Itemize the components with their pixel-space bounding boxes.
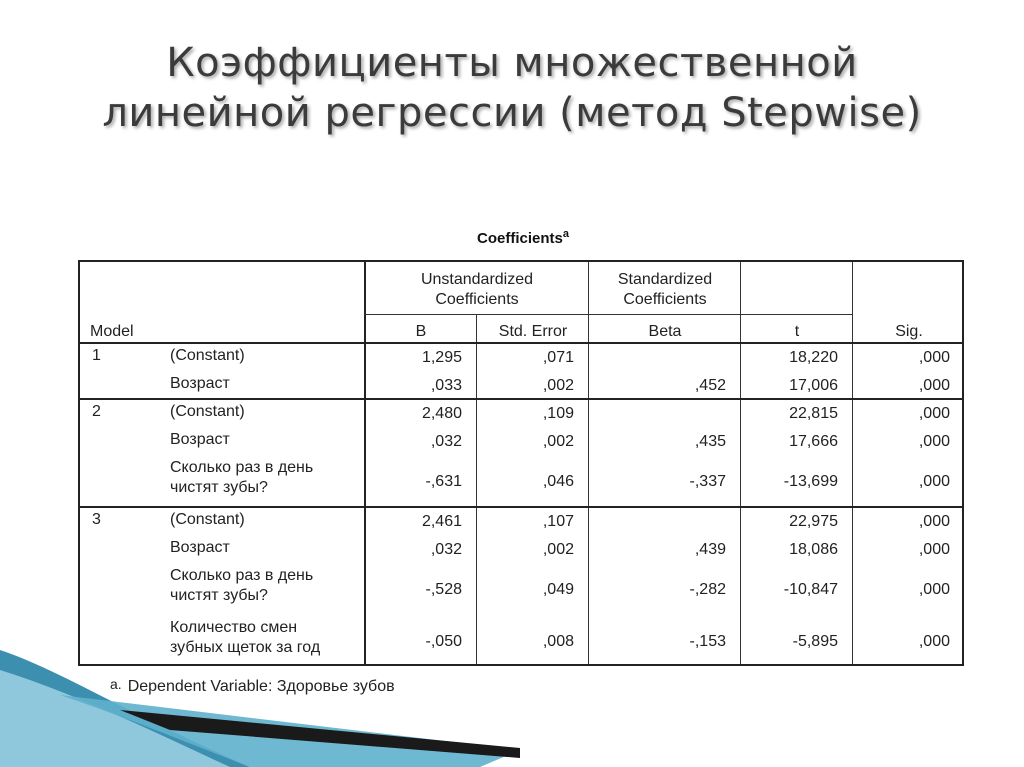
cell-beta: -,337 <box>689 473 726 490</box>
slide-title <box>0 38 1024 138</box>
header-unstandardized <box>366 270 588 310</box>
cell-std-error: ,046 <box>542 473 574 490</box>
cell-t: 18,086 <box>789 541 838 558</box>
cell-beta: -,282 <box>689 581 726 598</box>
table-footnote <box>110 676 395 696</box>
cell-sig: ,000 <box>918 349 950 366</box>
cell-b: ,032 <box>430 541 462 558</box>
header-standardized <box>590 270 740 310</box>
cell-std-error: ,002 <box>542 541 574 558</box>
cell-b: ,032 <box>430 433 462 450</box>
cell-t: 22,815 <box>789 405 838 422</box>
cell-t: 17,666 <box>789 433 838 450</box>
cell-std-error: ,071 <box>542 349 574 366</box>
slide-title-line2: линейной регрессии (метод Stepwise) <box>102 90 922 136</box>
cell-b: -,528 <box>425 581 462 598</box>
cell-beta: ,435 <box>694 433 726 450</box>
cell-b: 1,295 <box>421 349 462 366</box>
cell-t: 17,006 <box>789 377 838 394</box>
divider <box>740 262 741 664</box>
model-number: 2 <box>92 403 101 420</box>
divider <box>852 262 853 664</box>
table-caption <box>398 228 648 247</box>
variable-name: Возраст <box>170 375 230 392</box>
variable-name <box>170 458 313 498</box>
variable-name-line2: чистят зубы? <box>170 587 268 604</box>
variable-name-line2: зубных щеток за год <box>170 639 321 656</box>
divider <box>80 342 962 344</box>
header-b: B <box>415 323 427 340</box>
cell-std-error: ,049 <box>542 581 574 598</box>
variable-name-line1: Количество смен <box>170 619 298 636</box>
coefficients-table <box>78 260 964 666</box>
divider <box>588 262 589 664</box>
cell-sig: ,000 <box>918 633 950 650</box>
cell-beta: ,439 <box>694 541 726 558</box>
cell-std-error: ,008 <box>542 633 574 650</box>
table-caption-text: Coefficients <box>477 230 563 247</box>
header-unstd-line2: Coefficients <box>435 291 519 308</box>
header-model: Model <box>90 323 134 340</box>
cell-sig: ,000 <box>918 581 950 598</box>
variable-name-line2: чистят зубы? <box>170 479 268 496</box>
header-std-line2: Coefficients <box>623 291 707 308</box>
cell-sig: ,000 <box>918 405 950 422</box>
table-caption-sup: a <box>562 228 569 240</box>
header-sig: Sig. <box>895 323 923 340</box>
variable-name-line1: Сколько раз в день <box>170 459 314 476</box>
cell-std-error: ,107 <box>542 513 574 530</box>
variable-name: (Constant) <box>170 347 245 364</box>
cell-t: -13,699 <box>783 473 838 490</box>
slide-title-line1: Коэффициенты множественной <box>166 40 858 86</box>
cell-std-error: ,002 <box>542 433 574 450</box>
cell-beta: -,153 <box>689 633 726 650</box>
footnote-text: Dependent Variable: Здоровье зубов <box>127 678 395 695</box>
cell-sig: ,000 <box>918 377 950 394</box>
cell-sig: ,000 <box>918 433 950 450</box>
cell-b: 2,461 <box>421 513 462 530</box>
variable-name <box>170 566 313 606</box>
cell-b: -,050 <box>425 633 462 650</box>
divider <box>80 398 962 400</box>
header-std-line1: Standardized <box>617 271 713 288</box>
variable-name <box>170 618 320 658</box>
header-t: t <box>794 323 800 340</box>
header-unstd-line1: Unstandardized <box>420 271 534 288</box>
model-number: 3 <box>92 511 101 528</box>
divider <box>364 314 852 315</box>
cell-std-error: ,002 <box>542 377 574 394</box>
header-beta: Beta <box>648 323 682 340</box>
cell-sig: ,000 <box>918 513 950 530</box>
cell-sig: ,000 <box>918 541 950 558</box>
variable-name: Возраст <box>170 539 230 556</box>
cell-t: 18,220 <box>789 349 838 366</box>
model-number: 1 <box>92 347 101 364</box>
footnote-mark: a. <box>110 676 122 692</box>
cell-sig: ,000 <box>918 473 950 490</box>
variable-name: Возраст <box>170 431 230 448</box>
cell-t: 22,975 <box>789 513 838 530</box>
divider <box>80 506 962 508</box>
variable-name-line1: Сколько раз в день <box>170 567 314 584</box>
cell-b: 2,480 <box>421 405 462 422</box>
header-std-error: Std. Error <box>498 323 568 340</box>
cell-b: ,033 <box>430 377 462 394</box>
cell-t: -5,895 <box>792 633 838 650</box>
cell-std-error: ,109 <box>542 405 574 422</box>
divider <box>476 315 477 664</box>
cell-t: -10,847 <box>783 581 838 598</box>
cell-b: -,631 <box>425 473 462 490</box>
cell-beta: ,452 <box>694 377 726 394</box>
variable-name: (Constant) <box>170 511 245 528</box>
variable-name: (Constant) <box>170 403 245 420</box>
